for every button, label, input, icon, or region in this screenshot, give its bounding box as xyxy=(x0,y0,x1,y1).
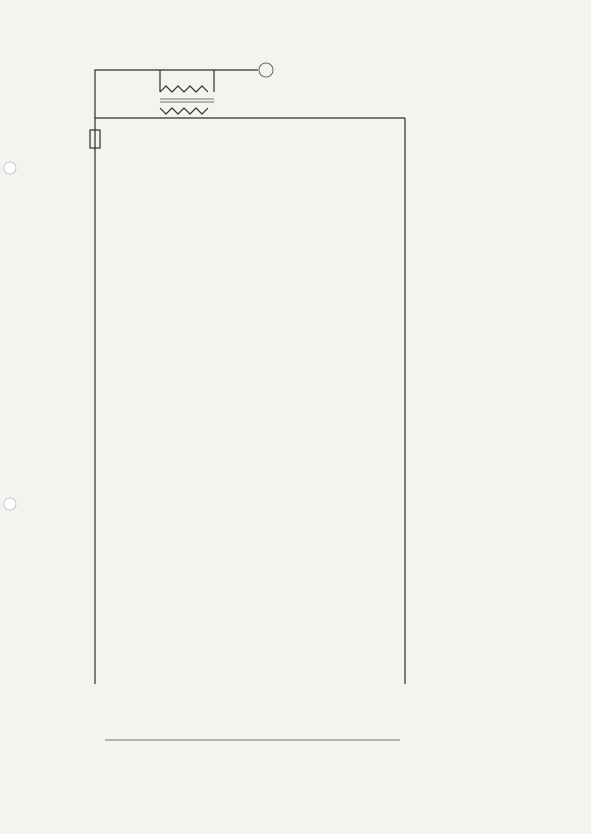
transformer-secondary xyxy=(160,108,208,114)
binder-hole xyxy=(4,162,16,174)
transformer-primary xyxy=(160,86,208,92)
binder-hole xyxy=(4,498,16,510)
terminal-marker xyxy=(259,63,273,77)
power-supply xyxy=(90,63,405,684)
